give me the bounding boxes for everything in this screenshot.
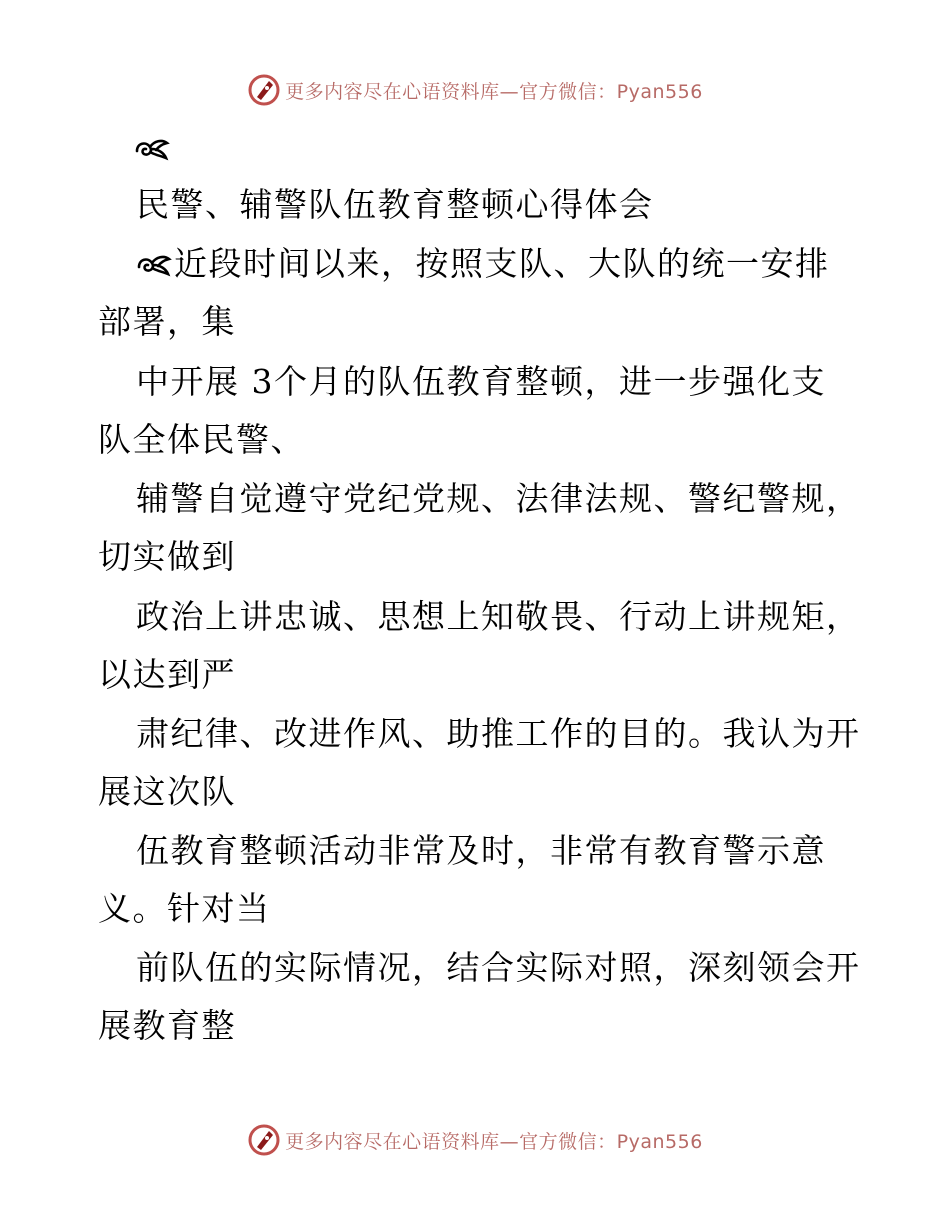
paragraph-line: 义。针对当 bbox=[98, 889, 271, 928]
paragraph-line: 伍教育整顿活动非常及时，非常有教育警示意 bbox=[136, 831, 826, 870]
watermark-text: 更多内容尽在心语资料库—官方微信：Pyan556 bbox=[285, 80, 703, 103]
paragraph-line-text: 近段时间以来，按照支队、大队的统一安排 bbox=[174, 244, 830, 283]
pen-nib-circle-icon bbox=[247, 73, 281, 107]
paragraph-line: 中开展 3个月的队伍教育整顿，进一步强化支 bbox=[136, 362, 826, 401]
paragraph-line: 队全体民警、 bbox=[98, 420, 305, 459]
document-title: 民警、辅警队伍教育整顿心得体会 bbox=[136, 185, 654, 224]
paragraph-line: 政治上讲忠诚、思想上知敬畏、行动上讲规矩， bbox=[136, 597, 861, 636]
ornament-line bbox=[134, 128, 172, 168]
fleuron-icon bbox=[134, 135, 170, 161]
paragraph-line: 以达到严 bbox=[98, 655, 236, 694]
footer-watermark-banner bbox=[0, 1120, 950, 1160]
paragraph-line: 展这次队 bbox=[98, 772, 236, 811]
paragraph-line bbox=[136, 244, 830, 284]
paragraph-line: 部署，集 bbox=[98, 302, 236, 341]
paragraph-line: 肃纪律、改进作风、助推工作的目的。我认为开 bbox=[136, 714, 861, 753]
paragraph-line: 展教育整 bbox=[98, 1006, 236, 1045]
header-watermark-banner bbox=[0, 70, 950, 110]
paragraph-line: 前队伍的实际情况，结合实际对照，深刻领会开 bbox=[136, 948, 861, 987]
watermark-text: 更多内容尽在心语资料库—官方微信：Pyan556 bbox=[285, 1130, 703, 1153]
fleuron-icon bbox=[136, 251, 172, 277]
paragraph-line: 切实做到 bbox=[98, 537, 236, 576]
pen-nib-circle-icon bbox=[247, 1123, 281, 1157]
paragraph-line: 辅警自觉遵守党纪党规、法律法规、警纪警规， bbox=[136, 479, 861, 518]
